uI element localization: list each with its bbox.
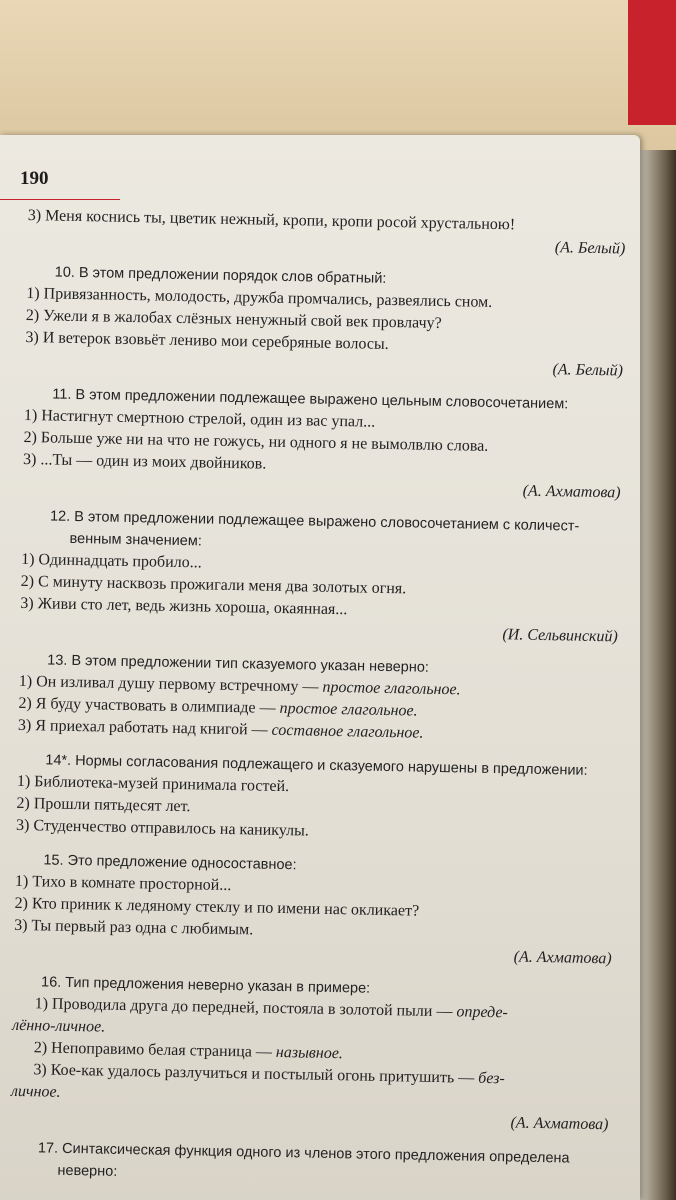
- line-text: 1) Привязанность, молодость, дружба промчались, развеялись сном.: [26, 284, 493, 311]
- line-text: 14*. Нормы согласования подлежащего и сказуемого нарушены в предложении:: [45, 752, 588, 779]
- line-text: 2) С минуту насквозь прожигали меня два золотых огня.: [20, 572, 407, 598]
- red-bookmark: [628, 0, 676, 125]
- page-edge-shadow: [640, 150, 676, 1200]
- line-text: 3) Ты первый раз одна с любимым.: [14, 916, 254, 939]
- line-emphasis: простое глагольное.: [322, 678, 461, 699]
- page-content: [9, 205, 638, 1193]
- line-text: 3) Меня коснись ты, цветик нежный, кропи, кропи росой хрустальною!: [27, 206, 516, 234]
- line-text: 2) Больше уже ни на что не гожусь, ни одного я не вымолвлю слова.: [23, 428, 489, 455]
- line-text: (А. Белый): [552, 361, 624, 380]
- line-text: 3) ...Ты — один из моих двойников.: [22, 450, 267, 473]
- line-emphasis: без-: [478, 1069, 505, 1088]
- line-text: 1) Настигнут смертною стрелой, один из вас упал...: [23, 406, 376, 431]
- line-text: 2) Прошли пятьдесят лет.: [16, 794, 191, 816]
- line-text: 3) Кое-как удалось разлучиться и постылый огонь притушить —: [33, 1061, 479, 1087]
- line-text: неверно:: [57, 1162, 118, 1180]
- line-text: 11. В этом предложении подлежащее выражено цельным словосочетанием:: [52, 386, 569, 413]
- line-text: 2) Кто приник к ледяному стеклу и по имени нас окликает?: [14, 894, 420, 920]
- line-text: 2) Непоправимо белая страница —: [33, 1039, 277, 1061]
- line-text: 10. В этом предложении порядок слов обратный:: [54, 264, 387, 287]
- line-text: 1) Проводила друга до передней, постояла в золотой пыли —: [34, 995, 457, 1021]
- page-number: 190: [20, 168, 49, 189]
- line-text: (А. Ахматова): [522, 482, 621, 502]
- line-text: 12. В этом предложении подлежащее выражено словосочетанием с количест-: [49, 508, 580, 535]
- line-text: венным значением:: [69, 530, 202, 550]
- line-text: (И. Сельвинский): [502, 626, 618, 646]
- line-text: 3) Живи сто лет, ведь жизнь хороша, окаянная...: [20, 594, 348, 619]
- line-text: 3) Я приехал работать над книгой —: [17, 716, 272, 739]
- line-text: 1) Он изливал душу первому встречному —: [18, 672, 323, 696]
- line-emphasis: составное глагольное.: [271, 721, 424, 742]
- line-text: 1) Тихо в комнате просторной...: [14, 872, 232, 895]
- header-rule: [0, 199, 120, 200]
- line-text: 15. Это предложение односоставное:: [43, 852, 297, 874]
- line-text: 13. В этом предложении тип сказуемого указан неверно:: [47, 652, 430, 676]
- line-text: 16. Тип предложения неверно указан в примере:: [40, 974, 371, 997]
- line-text: 2) Я буду участвовать в олимпиаде —: [18, 694, 280, 717]
- line-text: 3) И ветерок взовьёт лениво мои серебряные волосы.: [25, 328, 389, 353]
- line-emphasis: лённо-личное.: [12, 1016, 106, 1036]
- line-text: 3) Студенчество отправилось на каникулы.: [15, 816, 309, 840]
- line-text: 1) Библиотека-музей принимала гостей.: [16, 772, 290, 796]
- line-emphasis: опреде-: [456, 1003, 509, 1022]
- table-background: [0, 0, 676, 150]
- line-text: 2) Ужели я в жалобах слёзных ненужный свой век провлачу?: [25, 306, 442, 332]
- line-text: (А. Ахматова): [510, 1114, 609, 1134]
- line-text: (А. Ахматова): [513, 948, 612, 968]
- line-text: 1) Одиннадцать пробило...: [21, 550, 202, 572]
- line-emphasis: простое глагольное.: [279, 699, 418, 720]
- line-emphasis: личное.: [10, 1082, 61, 1101]
- line-emphasis: назывное.: [275, 1043, 344, 1063]
- line-text: 17. Синтаксическая функция одного из членов этого предложения определена: [37, 1140, 570, 1167]
- line-text: (А. Белый): [554, 239, 626, 258]
